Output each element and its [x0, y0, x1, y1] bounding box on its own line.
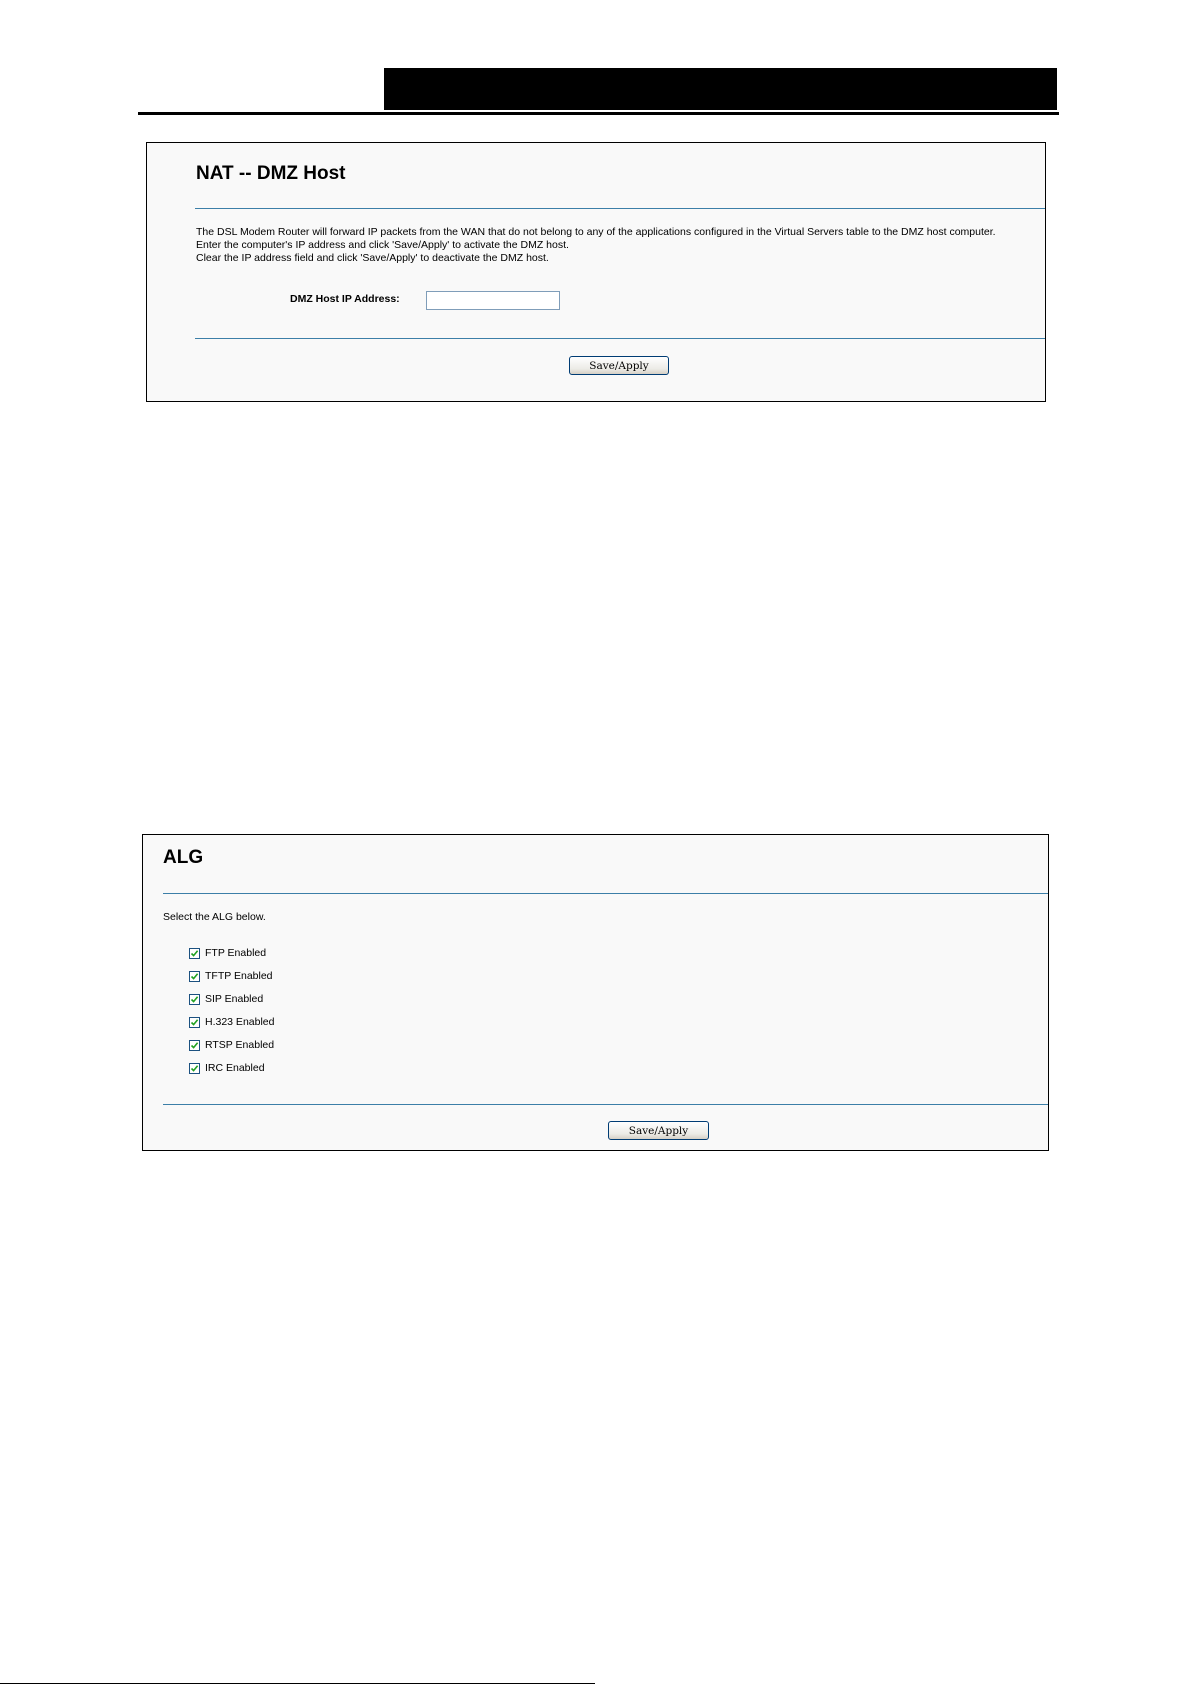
alg-item-irc[interactable] [189, 1060, 265, 1076]
alg-save-apply-button[interactable]: Save/Apply [608, 1121, 709, 1140]
dmz-ip-input[interactable] [426, 291, 560, 310]
alg-item-label: RTSP Enabled [205, 1039, 275, 1051]
dmz-save-apply-button[interactable]: Save/Apply [569, 356, 669, 375]
dmz-description-line-3: Clear the IP address field and click 'Save/Apply' to deactivate the DMZ host. [196, 252, 549, 264]
alg-top-divider [163, 893, 1049, 894]
alg-item-label: TFTP Enabled [205, 970, 273, 982]
alg-item-rtsp[interactable] [189, 1037, 274, 1053]
checkbox-checked-icon[interactable] [189, 1040, 200, 1051]
dmz-page-title: NAT -- DMZ Host [196, 163, 346, 184]
alg-instruction: Select the ALG below. [163, 911, 266, 923]
page-header-bar [384, 68, 1057, 110]
checkbox-checked-icon[interactable] [189, 1063, 200, 1074]
alg-item-label: SIP Enabled [205, 993, 264, 1005]
alg-item-label: FTP Enabled [205, 947, 267, 959]
page-header-rule [138, 112, 1059, 115]
alg-item-ftp[interactable] [189, 945, 266, 961]
dmz-bottom-divider [195, 338, 1046, 339]
dmz-host-panel [146, 142, 1046, 402]
alg-item-h323[interactable] [189, 1014, 274, 1030]
checkbox-checked-icon[interactable] [189, 994, 200, 1005]
alg-page-title: ALG [163, 847, 204, 868]
alg-item-tftp[interactable] [189, 968, 273, 984]
checkbox-checked-icon[interactable] [189, 948, 200, 959]
dmz-description-line-2: Enter the computer's IP address and click 'Save/Apply' to activate the DMZ host. [196, 239, 569, 251]
dmz-ip-label: DMZ Host IP Address: [290, 293, 400, 305]
checkbox-checked-icon[interactable] [189, 971, 200, 982]
dmz-description-line-1: The DSL Modem Router will forward IP packets from the WAN that do not belong to any of the applications configured in the Virtual Servers table to the DMZ host computer. [196, 226, 996, 238]
alg-item-label: IRC Enabled [205, 1062, 265, 1074]
page-bottom-rule [0, 1683, 595, 1684]
dmz-top-divider [195, 208, 1046, 209]
checkbox-checked-icon[interactable] [189, 1017, 200, 1028]
alg-item-label: H.323 Enabled [205, 1016, 275, 1028]
alg-panel [142, 834, 1049, 1151]
alg-item-sip[interactable] [189, 991, 263, 1007]
alg-bottom-divider [163, 1104, 1049, 1105]
